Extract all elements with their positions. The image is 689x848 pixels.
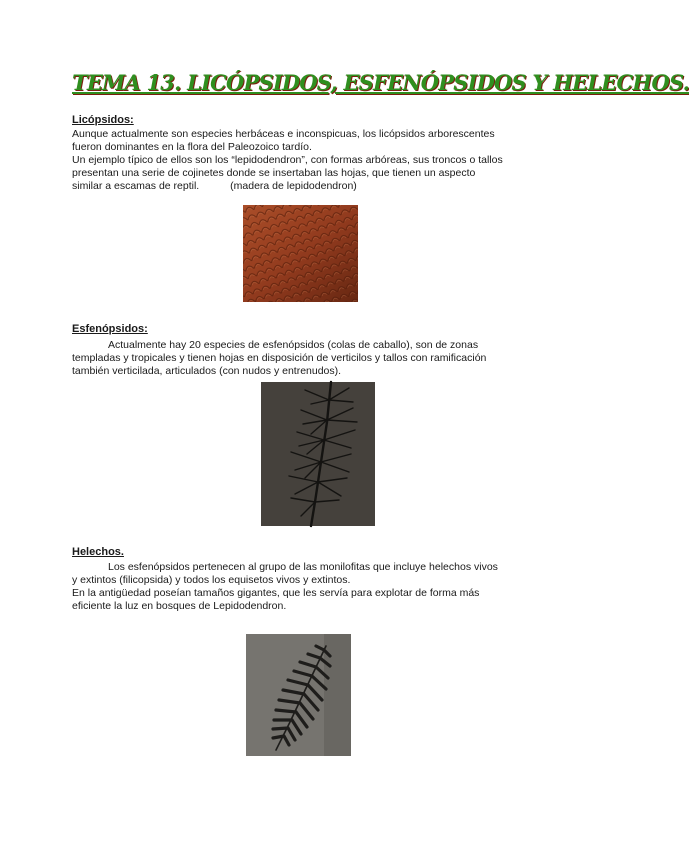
- fossil-icon: [261, 382, 375, 526]
- text-line: presentan una serie de cojinetes donde se insertaban las hojas, que tienen un aspecto: [72, 167, 476, 179]
- text-line: [72, 180, 532, 193]
- text-line: Actualmente hay 20 especies de esfenópsidos (colas de caballo), son de zonas: [108, 339, 479, 351]
- sphenopsid-fossil-image: [261, 382, 375, 526]
- text-line: En la antigüedad poseían tamaños gigantes, que les servía para explotar de forma más: [72, 587, 480, 599]
- lepidodendron-bark-image: [243, 205, 358, 302]
- text-line: eficiente la luz en bosques de Lepidodendron.: [72, 600, 287, 612]
- fern-fossil-image: [246, 634, 351, 756]
- text-line: Un ejemplo típico de ellos son los “lepidodendron”, con formas arbóreas, sus troncos o tallos: [72, 154, 503, 166]
- page-title: TEMA 13. LICÓPSIDOS, ESFENÓPSIDOS Y HELECHOS.: [72, 70, 689, 95]
- paragraph-licopsidos: [72, 128, 532, 193]
- text-line: y extintos (filicopsida) y todos los equisetos vivos y extintos.: [72, 574, 351, 586]
- paragraph-helechos: [72, 561, 532, 613]
- section-heading-helechos: Helechos.: [72, 546, 124, 558]
- text-line-end: similar a escamas de reptil.: [72, 180, 200, 192]
- fern-icon: [246, 634, 351, 756]
- bark-icon: [243, 205, 358, 302]
- section-heading-licopsidos: Licópsidos:: [72, 114, 134, 126]
- section-heading-esfenopsidos: Esfenópsidos:: [72, 323, 148, 335]
- paragraph-esfenopsidos: [72, 339, 532, 378]
- text-line: también verticilada, articulados (con nudos y entrenudos).: [72, 365, 342, 377]
- image-caption: (madera de lepidodendron): [230, 180, 357, 192]
- text-line: Aunque actualmente son especies herbáceas e inconspicuas, los licópsidos arborescentes: [72, 128, 495, 140]
- text-line: fueron dominantes en la flora del Paleozoico tardío.: [72, 141, 312, 153]
- text-line: Los esfenópsidos pertenecen al grupo de las monilofitas que incluye helechos vivos: [108, 561, 498, 573]
- text-line: templadas y tropicales y tienen hojas en disposición de verticilos y tallos con ramificación: [72, 352, 487, 364]
